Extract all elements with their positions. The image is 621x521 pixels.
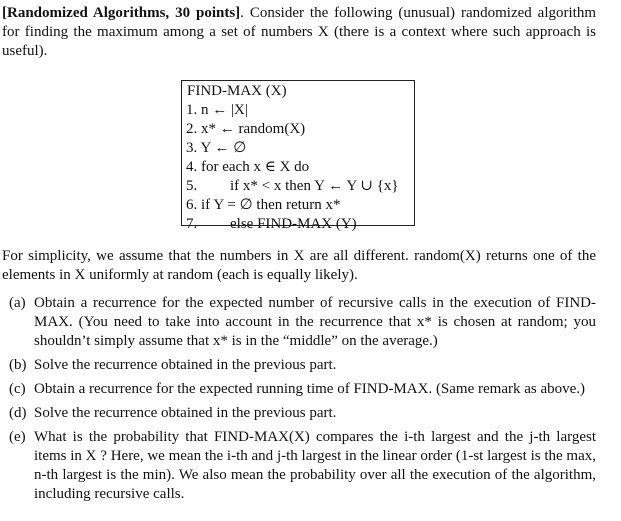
question-text: Solve the recurrence obtained in the previous part. <box>34 405 337 421</box>
question-text: Obtain a recurrence for the expected number of recursive calls in the execution of FIND-MAX. (You need to take into account in the recurrence that x* is chosen at random; you shouldn’t simply assume that x* is in the “middle” on the average.) <box>34 295 596 349</box>
line-number: 6. <box>186 197 198 213</box>
question-text: What is the probability that FIND-MAX(X) compares the i-th largest and the j-th largest items in X ? Here, we mean the i-th and j-th largest in the linear order (1-st largest is the max, n-th largest is the min). We also mean the probability over all the execution of the algorithm, including recursive calls. <box>34 429 596 502</box>
question-label: (d) <box>9 405 27 421</box>
question-list <box>2 294 596 509</box>
line-code: if x* < x then Y ← Y ∪ {x} <box>230 178 399 194</box>
algorithm-line-7 <box>186 215 414 234</box>
question-label: (c) <box>9 381 26 397</box>
question-e <box>2 428 596 504</box>
line-number: 1. <box>186 102 198 118</box>
question-c <box>2 380 596 399</box>
line-number: 3. <box>186 140 198 156</box>
algorithm-line-6 <box>186 196 414 215</box>
line-code: for each x ∈ X do <box>201 159 310 175</box>
algorithm-line-3 <box>186 139 414 158</box>
problem-title: [Randomized Algorithms, 30 points] <box>2 5 241 21</box>
line-number: 7. <box>186 216 198 232</box>
question-text: Obtain a recurrence for the expected running time of FIND-MAX. (Same remark as above.) <box>34 381 586 397</box>
line-number: 5. <box>186 178 198 194</box>
question-d <box>2 404 596 423</box>
algorithm-line-2 <box>186 120 414 139</box>
assumption-paragraph: For simplicity, we assume that the numbers in X are all different. random(X) returns one of the elements in X uniformly at random (each is equally likely). <box>2 248 596 283</box>
line-number: 2. <box>186 121 198 137</box>
question-label: (b) <box>9 357 27 373</box>
algorithm-line-4 <box>186 158 414 177</box>
line-code: if Y = ∅ then return x* <box>201 197 341 213</box>
problem-intro <box>2 4 596 61</box>
question-a <box>2 294 596 351</box>
question-label: (a) <box>9 295 26 311</box>
algorithm-line-5 <box>186 177 414 196</box>
algorithm-box <box>181 80 415 232</box>
question-text: Solve the recurrence obtained in the previous part. <box>34 357 337 373</box>
line-code: else FIND-MAX (Y) <box>230 216 357 232</box>
algorithm-signature: FIND-MAX (X) <box>187 83 287 99</box>
line-code: Y ← ∅ <box>200 140 247 156</box>
intro-text: . Consider the following (unusual) randomized algorithm for finding the maximum among a set of numbers X (there is a context where such approach is useful). <box>2 5 596 59</box>
question-label: (e) <box>9 429 26 445</box>
line-code: x* ← random(X) <box>201 121 306 137</box>
line-code: n ← |X| <box>201 102 248 118</box>
question-b <box>2 356 596 375</box>
algorithm-line-1 <box>186 101 414 120</box>
line-number: 4. <box>186 159 198 175</box>
